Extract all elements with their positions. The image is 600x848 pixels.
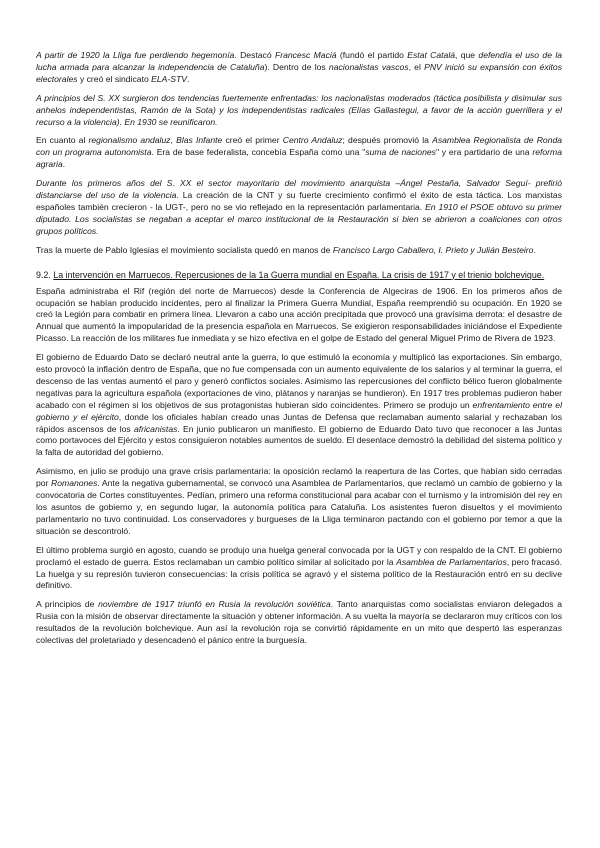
paragraph-catalan-basque-nationalism — [36, 50, 562, 86]
emphasis: Romanones — [51, 478, 98, 489]
text: . — [533, 244, 536, 255]
text: . La creación de la CNT y su fuerte crecimiento confirmó el éxito de esta táctica. Los marxistas españoles también crecieron - la UGT-, pero no se vio reflejado en la representación parlamentaria. — [36, 190, 562, 212]
emphasis: Francesc Maciá — [274, 50, 337, 60]
emphasis: africanistas — [133, 423, 178, 434]
text: . Ante la negativa gubernamental, se convocó una Asamblea de Parlamentarios, que reclamó un cambio de gobierno y la convocatoria de Cortes constituyentes. Pedían, primero una reforma constitucional para acabar con el turnismo y la intromisión del rey en los asuntos de gobierno y, en segundo lugar, la autonomía política para Cataluña. Los asistentes fueron disueltos y el movimiento parlamentario no tuvo continuidad. Los conservadores y burgueses de la Lliga terminaron pactando con el gobierno por temor a que la situación se descontroló. — [36, 478, 563, 536]
emphasis: Asamblea Regionalista de Ronda con un programa autonomista — [36, 135, 563, 158]
text: . En junio publicaron un manifiesto. El gobierno de Eduardo Dato tuvo que reconocer a las Juntas como portavoces del Ejército y estos consiguieron notables aumentos de sueldo. El desenlace demostró la debilidad del sistema político y la falta de autoridad del gobierno. — [36, 423, 562, 458]
text: A principios de — [36, 599, 99, 610]
text: . Destacó — [234, 50, 275, 60]
text: Asimismo, en julio se produjo una grave crisis parlamentaria: la oposición reclamó la reapertura de las Cortes, que habían sido cerradas por — [36, 466, 562, 489]
emphasis: defendía el uso de la lucha armada para alcanzar la independencia de Cataluña — [36, 50, 563, 72]
emphasis: reforma agraria — [36, 147, 562, 170]
text: El último problema surgió en agosto, cuando se produjo una huelga general convocada por la UGT y con respaldo de la CNT. El gobierno proclamó el estado de guerra. Estos reclamaban un cambio político similar al solicitado por la — [36, 544, 562, 567]
text: (fundó el partido — [336, 50, 408, 60]
text: , — [170, 135, 177, 146]
text: En cuanto al — [36, 135, 89, 146]
paragraph-first-world-war — [36, 352, 562, 459]
paragraph-andalusian-regionalism — [36, 135, 562, 171]
document-page — [36, 50, 562, 654]
paragraph-morocco — [36, 286, 562, 346]
text: , el — [408, 61, 425, 72]
emphasis: regionalismo andaluz — [88, 135, 171, 146]
paragraph-parliamentary-crisis — [36, 466, 562, 537]
emphasis: Francisco Largo Caballero, I. Prieto y Julián Besteiro — [332, 244, 534, 255]
emphasis: enfrentamiento entre el gobierno y el ejército — [36, 399, 562, 422]
emphasis: PNV inició su expansión con éxitos electorales — [36, 61, 562, 84]
text: ). Dentro de los — [264, 61, 329, 72]
emphasis: nacionalistas vascos — [328, 61, 409, 72]
emphasis: Blas Infante — [176, 135, 223, 146]
section-number: 9.2. — [36, 269, 54, 280]
text: , donde los oficiales habían creado unas Juntas de Defensa que reclamaban aumento salarial y rechazaban los rápidos ascensos de los — [36, 411, 562, 434]
emphasis: Durante los primeros años del S. XX el sector mayoritario del movimiento anarquista –Ángel Pestaña, Salvador Seguí- prefirió distanciarse del uso de la violencia — [36, 178, 562, 201]
emphasis: Estat Catalá — [407, 50, 456, 60]
emphasis: A principios del S. XX surgieron dos tendencias fuertemente enfrentadas: los nacionalistas moderados (táctica posibilista y disimular sus anhelos independentistas, Ramón de la Sota) y los independentistas radicales (Elías Gallastegui, a favor de la acción guerrillera y el recurso a la violencia). En 1930 se reunificaron. — [36, 92, 562, 127]
text: . Tanto anarquistas como socialistas enviaron delegados a Rusia con la misión de observar directamente la situación y obtener información. A su vuelta la mayoría se declararon muy críticos con los resultados de la revolución bolchevique. Aun así la revolución roja se convirtió rápidamente en un mito que despertó las esperanzas colectivas del proletariado y desencadenó el pánico entre la burguesía. — [36, 599, 562, 646]
paragraph-labour-movement — [36, 178, 562, 238]
section-title: La intervención en Marruecos. Repercusiones de la 1a Guerra mundial en España. La crisis de 1917 y el trienio bolchevique. — [53, 269, 545, 280]
text: . Era de base federalista, concebía España como una " — [151, 147, 366, 158]
text: . — [186, 73, 190, 84]
section-heading — [36, 269, 562, 281]
text: Tras la muerte de Pablo Iglesias el movimiento socialista quedó en manos de — [36, 244, 333, 255]
text: y creó el sindicato — [77, 73, 152, 84]
text: El gobierno de Eduardo Dato se declaró neutral ante la guerra, lo que estimuló la economía y multiplicó las exportaciones. Sin embargo, esto provocó la inflación dentro de España, que no fue compensada con un aumento equivalente de los salarios y al terminar la guerra, el descenso de las ventas aumentó el paro y generó conflictos sociales. Asimismo las repercusiones del conflicto bélico fueron globalmente negativas para la agricultura española (exportaciones de vino, plátanos y naranjas se hundieron). En 1917 tres problemas pudieron haber acabado con el régimen si los objetivos de sus protagonistas hubieran sido coincidentes. Primero se produjo un — [36, 352, 562, 410]
text: ; después promovió la — [342, 135, 433, 146]
emphasis: noviembre de 1917 triunfó en Rusia la revolución soviética — [98, 599, 331, 610]
emphasis: A partir de 1920 la Lliga fue perdiendo hegemonía — [36, 50, 235, 60]
text: , que — [455, 50, 479, 60]
emphasis: Centro Andaluz — [282, 135, 343, 146]
emphasis: ELA-STV — [151, 73, 187, 84]
text: creó el primer — [222, 135, 283, 146]
text: " y era partidario de una — [435, 147, 533, 158]
paragraph-russian-revolution — [36, 599, 562, 647]
text: España administraba el Rif (región del norte de Marruecos) desde la Conferencia de Algeciras de 1906. En los primeros años de ocupación se habían producido incidentes, pero al finalizar la Primera Guerra Mundial, España reemprendió su ocupación. En 1920 se creó la Legión para combatir en primera línea. Llevaron a cabo una acción precipitada que provocó una gravísima derrota: el desastre de Annual que aumentó la impopularidad de la presencia española en Marruecos. Se exigieron responsabilidades iniciándose el Expediente Picasso. La reacción de los militares fue inmediata y se hizo efectiva en el golpe de Estado del general Miguel Primo de Rivera de 1923. — [36, 285, 562, 344]
emphasis: Asamblea de Parlamentarios — [396, 556, 507, 567]
text: , pero fracasó. La huelga y su represión tuvieron consecuencias: la crisis política se agravó y el sistema político de la Restauración entró en su declive definitivo. — [36, 556, 562, 591]
text: . — [62, 159, 66, 170]
emphasis: En 1910 el PSOE obtuvo su primer diputado. Los socialistas se negaban a aceptar el marco institucional de la Restauración si bien se abrieron a coaliciones con otros grupos políticos. — [36, 201, 562, 236]
paragraph-socialist-leaders — [36, 245, 562, 257]
paragraph-general-strike — [36, 545, 562, 593]
emphasis: suma de naciones — [365, 147, 436, 158]
paragraph-basque-tendencies — [36, 93, 562, 129]
